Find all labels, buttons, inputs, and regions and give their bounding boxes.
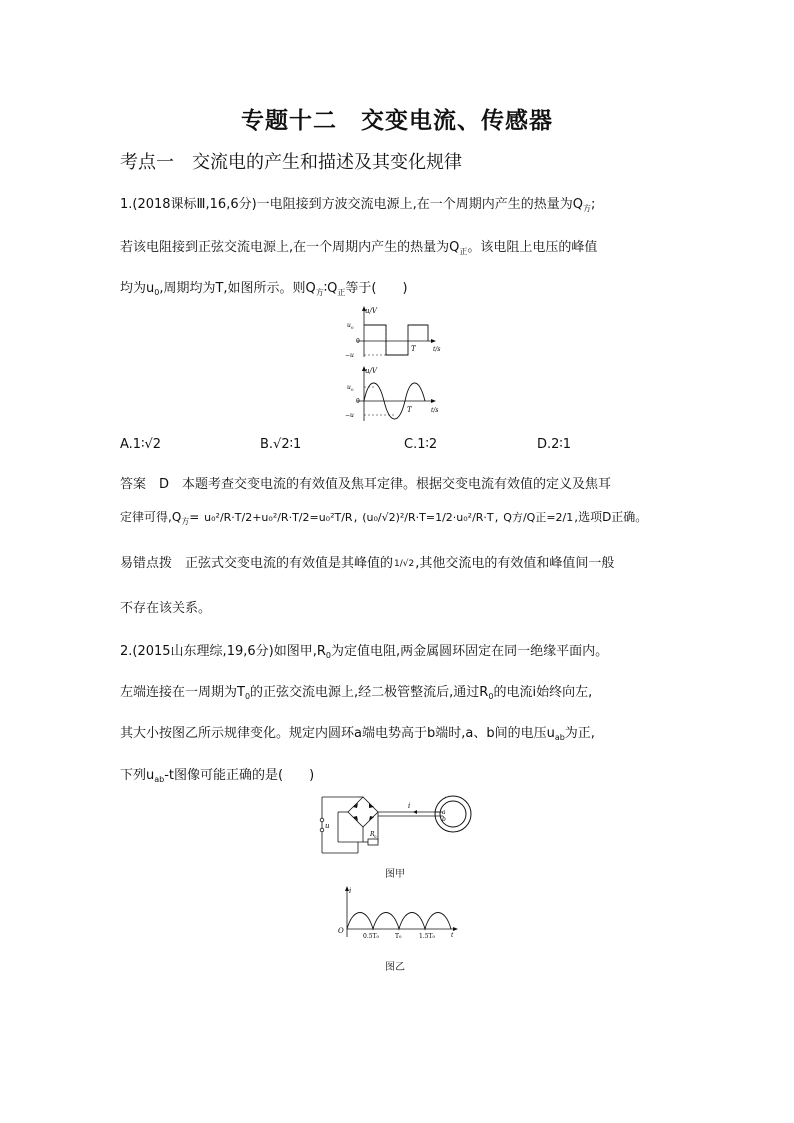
tip-line-1 bbox=[120, 552, 614, 571]
q1-text: 1.(2018课标Ⅲ,16,6分)一电阻接到方波交流电源上,在一个周期内产生的热量为Q bbox=[120, 197, 584, 212]
neg-u0-label: −u bbox=[345, 352, 354, 359]
source-label: u bbox=[325, 822, 330, 830]
y-axis-label: u/V bbox=[365, 367, 377, 375]
q2-line-3 bbox=[120, 722, 595, 741]
tip-text: 易错点拨 正弦式交变电流的有效值是其峰值的 bbox=[120, 556, 394, 571]
q1-line-2 bbox=[120, 236, 597, 255]
q1-text: 。该电阻上电压的峰值 bbox=[467, 240, 598, 255]
formula-q-zheng: (u₀/√2)²/R·T=1/2·u₀²/R·T bbox=[362, 510, 494, 524]
q2-line-4 bbox=[120, 764, 314, 783]
q1-sub: 方 bbox=[583, 204, 592, 213]
period-label: T bbox=[407, 406, 412, 414]
answer-text: ,选项D正确。 bbox=[574, 510, 648, 524]
neg-u0-label: −u bbox=[345, 412, 354, 419]
q1-text: ,周期均为T,如图所示。则Q bbox=[159, 281, 316, 296]
q2-text: 为正, bbox=[564, 726, 595, 741]
answer-sub: 方 bbox=[181, 517, 190, 526]
answer-text: 定律可得,Q bbox=[120, 510, 182, 524]
q2-line-1 bbox=[120, 640, 608, 659]
tick-label: 0.5T₀ bbox=[363, 933, 379, 940]
option-b[interactable]: B.√2∶1 bbox=[260, 437, 302, 452]
zero-label: 0 bbox=[356, 398, 360, 405]
u0-sub: 0 bbox=[351, 325, 354, 330]
q1-text: 若该电阻接到正弦交流电源上,在一个周期内产生的热量为Q bbox=[120, 240, 460, 255]
origin-label: O bbox=[338, 927, 344, 935]
answer-text: = bbox=[189, 510, 200, 524]
q2-sub: 0 bbox=[488, 692, 494, 701]
q2-text: 的正弦交流电源上,经二极管整流后,通过R bbox=[250, 685, 489, 700]
q2-text: 左端连接在一周期为T bbox=[120, 685, 245, 700]
y-axis-label: u/V bbox=[365, 307, 377, 315]
q2-sub: 0 bbox=[244, 692, 251, 701]
q2-sub: ab bbox=[154, 775, 165, 784]
zero-label: 0 bbox=[356, 338, 360, 345]
u0-label: u bbox=[347, 384, 351, 391]
q1-sub: 方 bbox=[315, 288, 324, 297]
tip-fraction: 1/√2 bbox=[394, 558, 415, 569]
q1-text: 等于( ) bbox=[345, 281, 408, 296]
answer-line-2: 定律可得$,Q_方= u_0^2/R\cdot T/2+u_0^2/R\cdot T/2=u_0^2T/R$, (u₀/√2)²/R·T=1/2·u₀²/R·T, Q方/Q正=2/1,选项D正确。 bbox=[120, 510, 648, 526]
current-figure bbox=[333, 885, 463, 943]
terminal-b: b bbox=[442, 816, 446, 823]
q2-text: 的电流i始终向左, bbox=[493, 685, 593, 700]
formula-ratio: Q方/Q正=2/1 bbox=[503, 510, 574, 524]
tip-line-2: 不存在该关系。 bbox=[120, 601, 212, 616]
y-axis-label: i bbox=[349, 887, 352, 895]
period-label: T bbox=[411, 345, 416, 353]
q1-line-3 bbox=[120, 277, 408, 296]
formula-q-fang: u₀²/R·T/2+u₀²/R·T/2=u₀²T/R bbox=[204, 510, 353, 524]
figure-yi-caption: 图乙 bbox=[385, 962, 405, 973]
current-label: i bbox=[408, 802, 411, 810]
q1-text: ∶Q bbox=[323, 281, 338, 296]
q1-sub: 正 bbox=[459, 247, 468, 256]
q1-text: 均为u bbox=[120, 281, 155, 296]
q1-sub: 正 bbox=[337, 288, 346, 297]
page-title: 专题十二 交变电流、传感器 bbox=[241, 108, 553, 134]
option-d[interactable]: D.2∶1 bbox=[537, 437, 572, 452]
q2-text: 下列u bbox=[120, 768, 155, 783]
q2-text: 其大小按图乙所示规律变化。规定内圆环a端电势高于b端时,a、b间的电压u bbox=[120, 726, 555, 741]
u0-label: u bbox=[347, 322, 351, 329]
x-axis-label: t/s bbox=[431, 407, 439, 414]
sine-wave-figure bbox=[345, 365, 445, 425]
u0-sub: 0 bbox=[351, 387, 354, 392]
answer-line-1: 答案 D 本题考查交变电流的有效值及焦耳定律。根据交变电流有效值的定义及焦耳 bbox=[120, 477, 612, 492]
x-axis-label: t/s bbox=[433, 346, 441, 353]
option-a[interactable]: A.1∶√2 bbox=[120, 437, 162, 452]
circuit-figure bbox=[308, 792, 478, 858]
figure-jia-caption: 图甲 bbox=[385, 869, 405, 880]
q1-line-1 bbox=[120, 193, 595, 212]
q1-sub: 0 bbox=[154, 288, 160, 297]
square-wave-figure bbox=[345, 305, 445, 363]
resistor-label: R bbox=[370, 831, 375, 838]
q1-text: ; bbox=[591, 197, 596, 212]
q2-sub: ab bbox=[554, 733, 565, 742]
section-heading: 考点一 交流电的产生和描述及其变化规律 bbox=[120, 152, 462, 173]
tip-text: ,其他交流电的有效值和峰值间一般 bbox=[415, 556, 615, 571]
resistor-sub: 0 bbox=[374, 834, 377, 839]
option-c[interactable]: C.1∶2 bbox=[404, 437, 438, 452]
tick-label: 1.5T₀ bbox=[419, 933, 435, 940]
q2-line-2 bbox=[120, 681, 592, 700]
q2-text: 2.(2015山东理综,19,6分)如图甲,R bbox=[120, 644, 326, 659]
tick-label: T₀ bbox=[395, 933, 402, 940]
x-axis-label: t bbox=[451, 932, 454, 939]
terminal-a: a bbox=[442, 809, 446, 816]
q2-text: 为定值电阻,两金属圆环固定在同一绝缘平面内。 bbox=[330, 644, 609, 659]
q2-sub: 0 bbox=[325, 651, 331, 660]
q2-text: -t图像可能正确的是( ) bbox=[164, 768, 315, 783]
